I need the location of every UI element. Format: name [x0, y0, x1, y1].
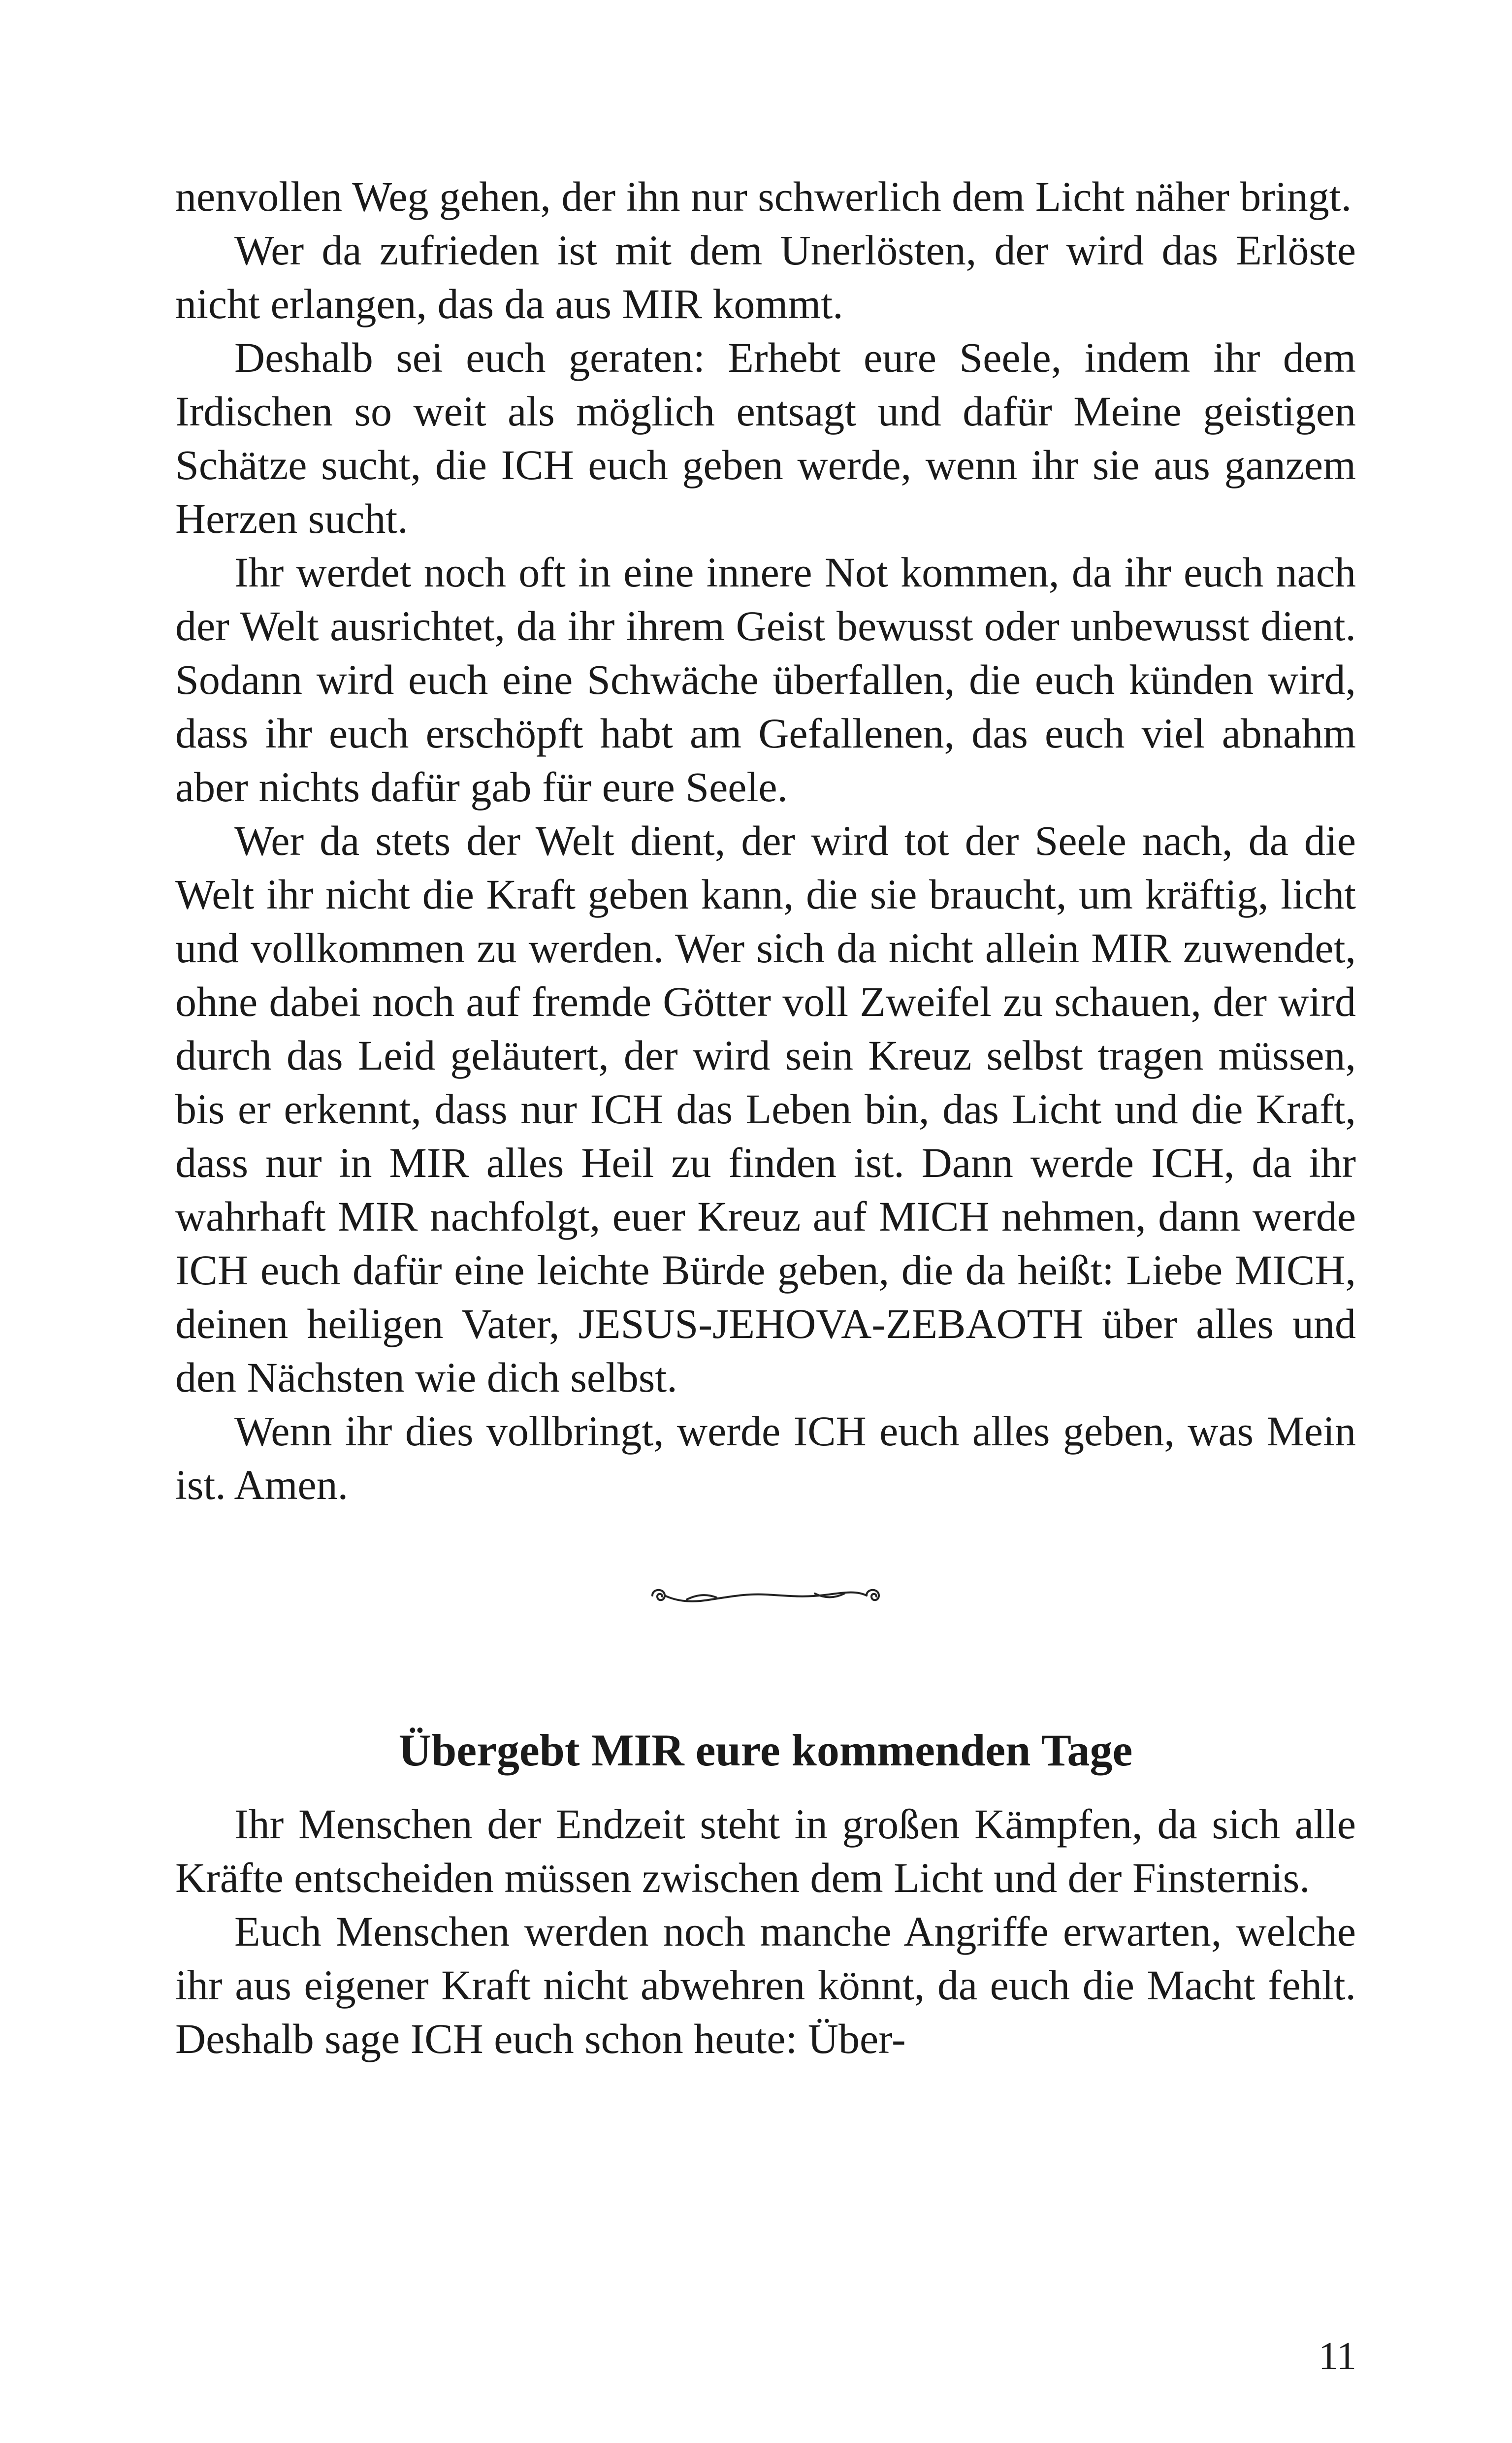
- paragraph: nenvollen Weg gehen, der ihn nur schwerlich dem Licht näher bringt.: [175, 173, 1352, 220]
- paragraph: Ihr Menschen der Endzeit steht in großen Kämpfen, da sich alle Kräfte entscheiden müssen zwischen dem Licht und der Finsternis.: [175, 1800, 1356, 1901]
- page-content: [175, 170, 1356, 2066]
- paragraph: Wer da stets der Welt dient, der wird tot der Seele nach, da die Welt ihr nicht die Kraft geben kann, die sie braucht, um kräftig, licht und vollkommen zu werden. Wer sich da nicht allein MIR zuwendet, ohne dabei noch auf fremde Götter voll Zweifel zu schauen, der wird durch das Leid geläutert, der wird sein Kreuz selbst tragen müssen, bis er erkennt, dass nur ICH das Leben bin, das Licht und die Kraft, dass nur in MIR alles Heil zu finden ist. Dann werde ICH, da ihr wahrhaft MIR nachfolgt, euer Kreuz auf MICH nehmen, dann werde ICH euch dafür eine leichte Bürde geben, die da heißt: Liebe MICH, deinen heiligen Vater, JESUS-JEHOVA-ZEBAOTH über alles und den Nächsten wie dich selbst.: [175, 817, 1356, 1401]
- flourish-divider-icon: [175, 1576, 1356, 1615]
- paragraph: Wer da zufrieden ist mit dem Unerlösten, der wird das Erlöste nicht erlangen, das da aus MIR kommt.: [175, 227, 1356, 327]
- paragraph: Wenn ihr dies vollbringt, werde ICH euch alles geben, was Mein ist. Amen.: [175, 1407, 1356, 1508]
- page-number: 11: [1318, 2335, 1356, 2378]
- paragraph: Ihr werdet noch oft in eine innere Not kommen, da ihr euch nach der Welt ausrichtet, da ihr ihrem Geist bewusst oder unbewusst dient. Sodann wird euch eine Schwäche überfallen, die euch künden wird, dass ihr euch erschöpft habt am Gefallenen, das euch viel abnahm aber nichts dafür gab für eure Seele.: [175, 549, 1356, 811]
- paragraph: Deshalb sei euch geraten: Erhebt eure Seele, indem ihr dem Irdischen so weit als möglich entsagt und dafür Meine geistigen Schätze sucht, die ICH euch geben werde, wenn ihr sie aus ganzem Herzen sucht.: [175, 334, 1356, 542]
- section-heading: Übergebt MIR eure kommenden Tage: [398, 1725, 1133, 1775]
- paragraph: Euch Menschen werden noch manche Angriffe erwarten, welche ihr aus eigener Kraft nicht abwehren könnt, da euch die Macht fehlt. Deshalb sage ICH euch schon heute: Über-: [175, 1908, 1356, 2062]
